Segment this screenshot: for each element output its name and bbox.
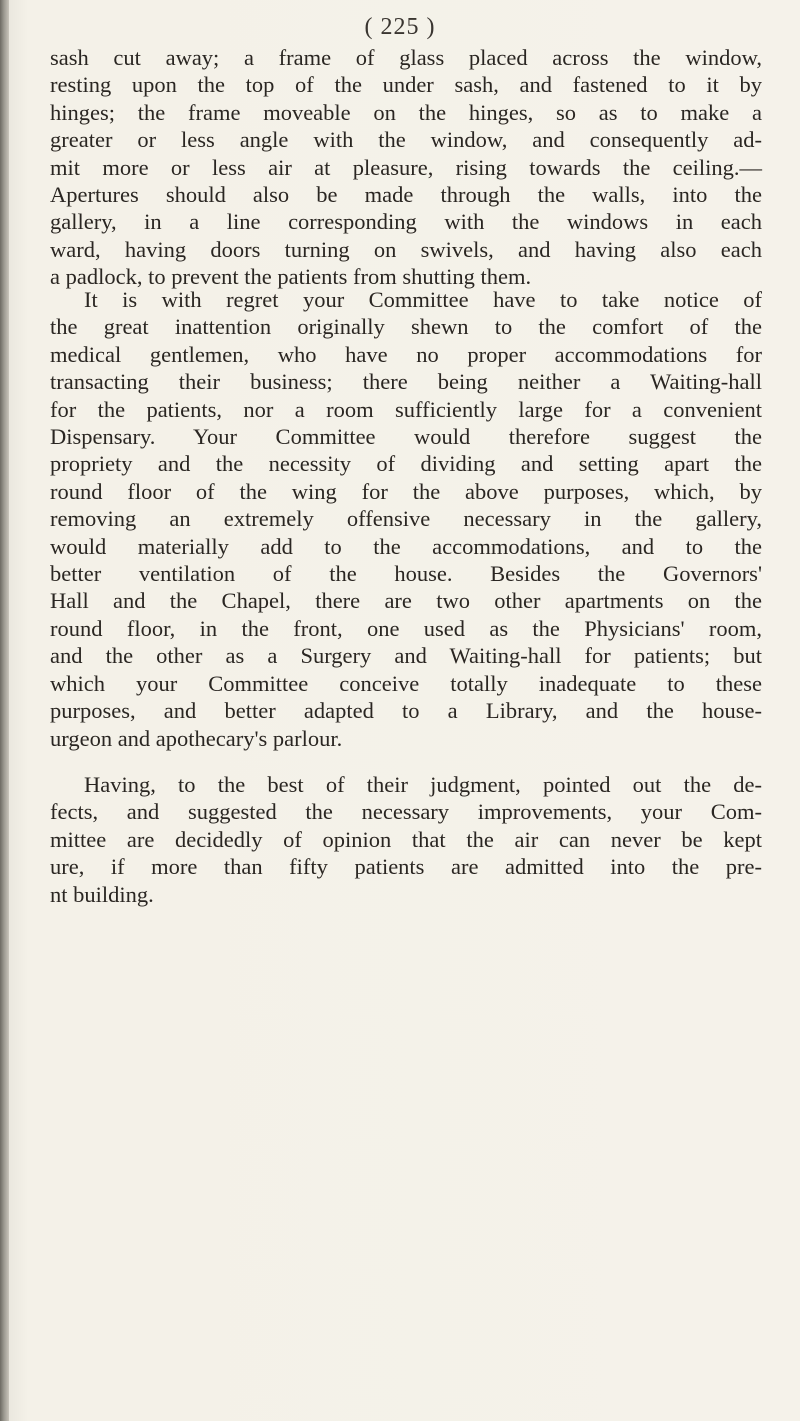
text-line: which your Committee conceive totally inadequate to these [50, 670, 762, 696]
text-line: better ventilation of the house. Besides the Governors' [50, 561, 762, 587]
text-line: and the other as a Surgery and Waiting-hall for patients; but [50, 643, 762, 669]
text-line: round floor, in the front, one used as the Physicians' room, [50, 615, 762, 641]
paragraph-2 [50, 286, 762, 752]
text-line: Dispensary. Your Committee would therefore suggest the [50, 424, 762, 450]
text-line: urgeon and apothecary's parlour. [50, 725, 343, 751]
text-line: sash cut away; a frame of glass placed across the window, [50, 45, 762, 70]
text-line: removing an extremely offensive necessary in the gallery, [50, 506, 762, 532]
text-line: would materially add to the accommodations, and to the [50, 533, 762, 559]
text-line: resting upon the top of the under sash, and fastened to it by [50, 72, 762, 98]
text-line: purposes, and better adapted to a Library, and the house- [50, 698, 762, 724]
text-line: hinges; the frame moveable on the hinges, so as to make a [50, 99, 762, 125]
text-line: greater or less angle with the window, and consequently ad- [50, 127, 762, 153]
text-line: for the patients, nor a room sufficiently large for a convenient [50, 396, 762, 422]
text-line: ure, if more than fifty patients are admitted into the pre- [50, 854, 762, 880]
page-number: ( 225 ) [364, 14, 436, 40]
paragraph-1 [50, 44, 762, 291]
text-line: Having, to the best of their judgment, pointed out the de- [84, 772, 762, 797]
text-line: propriety and the necessity of dividing and setting apart the [50, 451, 762, 477]
text-line: mittee are decidedly of opinion that the air can never be kept [50, 826, 762, 852]
paragraph-3 [50, 771, 762, 908]
text-line: medical gentlemen, who have no proper accommodations for [50, 341, 762, 367]
text-line: transacting their business; there being neither a Waiting-hall [50, 369, 762, 395]
text-line: It is with regret your Committee have to take notice of [84, 287, 762, 312]
text-line: mit more or less air at pleasure, rising towards the ceiling.— [50, 154, 762, 180]
text-line: the great inattention originally shewn to the comfort of the [50, 314, 762, 340]
text-line: round floor of the wing for the above purposes, which, by [50, 478, 762, 504]
text-line: ward, having doors turning on swivels, and having also each [50, 236, 762, 262]
binding-edge [0, 0, 9, 1421]
text-line: a padlock, to prevent the patients from shutting them. [50, 264, 532, 290]
text-line: nt building. [50, 881, 154, 907]
text-line: Hall and the Chapel, there are two other apartments on the [50, 588, 762, 614]
text-line: Apertures should also be made through the walls, into the [50, 182, 762, 208]
text-line: fects, and suggested the necessary improvements, your Com- [50, 799, 762, 825]
text-line: gallery, in a line corresponding with the windows in each [50, 209, 762, 235]
